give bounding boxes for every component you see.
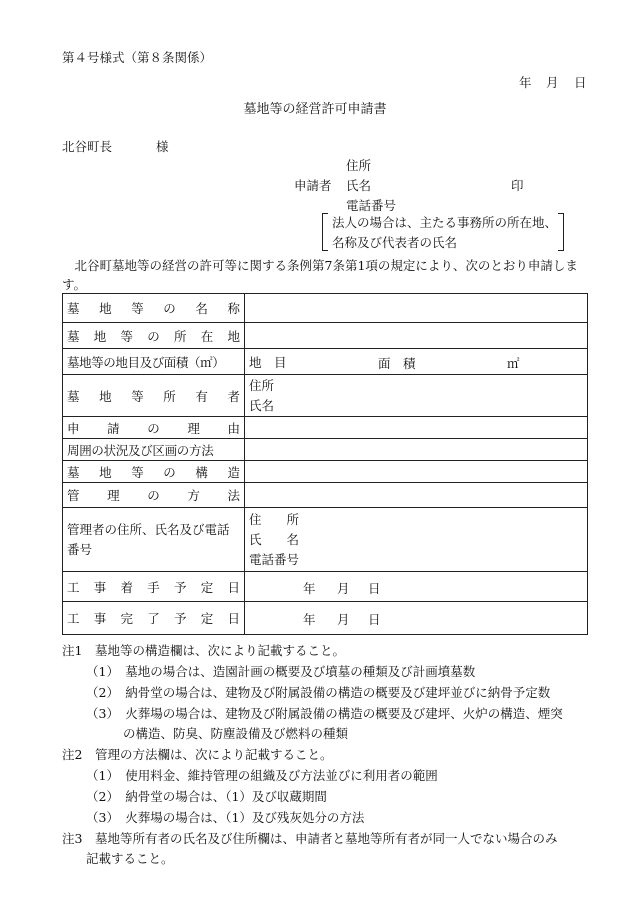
surroundings-field[interactable] bbox=[245, 439, 588, 461]
note-3-cont: 記載すること。 bbox=[86, 851, 174, 866]
corporate-note-line2: 名称及び代表者の氏名 bbox=[332, 235, 458, 250]
form-number: 第４号様式（第８条関係） bbox=[62, 50, 213, 65]
start-year: 年 bbox=[303, 581, 316, 596]
manager-field[interactable] bbox=[245, 508, 588, 572]
applicant-phone-label: 電話番号 bbox=[346, 198, 397, 213]
applicant-name-label: 氏名 bbox=[346, 178, 372, 193]
intro-line2: す。 bbox=[62, 277, 87, 292]
structure-field[interactable] bbox=[245, 461, 588, 483]
management-method-label: 管理の方法 bbox=[67, 488, 240, 503]
owner-field[interactable] bbox=[245, 375, 588, 417]
completion-day: 日 bbox=[368, 612, 381, 627]
surroundings-label: 周囲の状況及び区画の方法 bbox=[63, 439, 245, 461]
note-1-item-3-cont: の構造、防臭、防塵設備及び燃料の種類 bbox=[123, 726, 349, 741]
table-row bbox=[63, 439, 588, 461]
area-label: 面 積 bbox=[378, 356, 416, 371]
note-1-item-3: （3） 火葬場の場合は、建物及び附属設備の構造の概要及び建坪、火炉の構造、煙突 bbox=[86, 706, 563, 721]
seal-mark: 印 bbox=[511, 178, 524, 193]
note-2-item-3: （3） 火葬場の場合は、（1）及び残灰処分の方法 bbox=[86, 810, 365, 825]
start-date-field[interactable] bbox=[245, 572, 588, 602]
date-year-label: 年 bbox=[519, 75, 532, 90]
owner-label: 墓地等所有者 bbox=[67, 388, 240, 404]
name-field[interactable] bbox=[245, 294, 588, 323]
application-table bbox=[62, 293, 588, 635]
addressee-name: 北谷町長 bbox=[62, 139, 113, 154]
land-category-label: 地 目 bbox=[249, 354, 287, 370]
table-row bbox=[63, 508, 588, 572]
square-meter-unit: ㎡ bbox=[507, 356, 520, 371]
date-month-label: 月 bbox=[546, 75, 559, 90]
table-row bbox=[63, 461, 588, 483]
location-label: 墓地等の所在地 bbox=[67, 328, 240, 344]
table-row bbox=[63, 483, 588, 508]
completion-date-label: 工事完了予定日 bbox=[67, 611, 240, 626]
name-label: 墓地等の名称 bbox=[67, 301, 240, 316]
date-day-label: 日 bbox=[574, 75, 587, 90]
owner-address-label: 住所 bbox=[249, 377, 275, 393]
note-1-item-1: （1） 墓地の場合は、造園計画の概要及び墳墓の種類及び計画墳墓数 bbox=[86, 664, 476, 679]
table-row bbox=[63, 572, 588, 602]
note-2: 注2 管理の方法欄は、次により記載すること。 bbox=[62, 747, 333, 762]
structure-label: 墓地等の構造 bbox=[67, 464, 240, 480]
completion-date-field[interactable] bbox=[245, 602, 588, 635]
land-area-field[interactable] bbox=[245, 349, 588, 375]
manager-address-label: 住 所 bbox=[249, 511, 300, 527]
note-1-item-2: （2） 納骨堂の場合は、建物及び附属設備の構造の概要及び建坪並びに納骨予定数 bbox=[86, 685, 551, 700]
table-row bbox=[63, 417, 588, 439]
table-row bbox=[63, 375, 588, 417]
note-1: 注1 墓地等の構造欄は、次により記載すること。 bbox=[62, 643, 345, 658]
document-title: 墓地等の経営許可申請書 bbox=[243, 102, 387, 117]
completion-month: 月 bbox=[337, 612, 350, 627]
note-3: 注3 墓地等所有者の氏名及び住所欄は、申請者と墓地等所有者が同一人でない場合のみ bbox=[62, 831, 558, 846]
manager-label: 管理者の住所、氏名及び電話番号 bbox=[63, 508, 245, 572]
reason-field[interactable] bbox=[245, 417, 588, 439]
start-month: 月 bbox=[337, 581, 350, 596]
manager-phone-label: 電話番号 bbox=[249, 551, 300, 567]
table-row bbox=[63, 323, 588, 349]
owner-name-label: 氏名 bbox=[249, 397, 275, 413]
corporate-note-line1: 法人の場合は、主たる事務所の所在地、 bbox=[332, 215, 558, 230]
reason-label: 申請の理由 bbox=[67, 420, 240, 436]
table-row bbox=[63, 602, 588, 635]
completion-year: 年 bbox=[303, 612, 316, 627]
note-2-item-1: （1） 使用料金、維持管理の組織及び方法並びに利用者の範囲 bbox=[86, 768, 438, 783]
manager-name-label: 氏 名 bbox=[249, 531, 300, 547]
intro-line1: 北谷町墓地等の経営の許可等に関する条例第7条第1項の規定により、次のとおり申請しま bbox=[62, 258, 578, 273]
note-2-item-2: （2） 納骨堂の場合は、（1）及び収蔵期間 bbox=[86, 789, 327, 804]
location-field[interactable] bbox=[245, 323, 588, 349]
land-area-label: 墓地等の地目及び面積（㎡） bbox=[63, 349, 245, 375]
addressee-honorific: 様 bbox=[156, 139, 169, 154]
start-date-label: 工事着手予定日 bbox=[67, 579, 240, 595]
start-day: 日 bbox=[368, 581, 381, 596]
table-row bbox=[63, 294, 588, 323]
table-row bbox=[63, 349, 588, 375]
management-method-field[interactable] bbox=[245, 483, 588, 508]
corporate-note-bracket bbox=[322, 211, 564, 251]
applicant-label: 申請者 bbox=[294, 178, 332, 193]
applicant-address-label: 住所 bbox=[346, 158, 372, 173]
